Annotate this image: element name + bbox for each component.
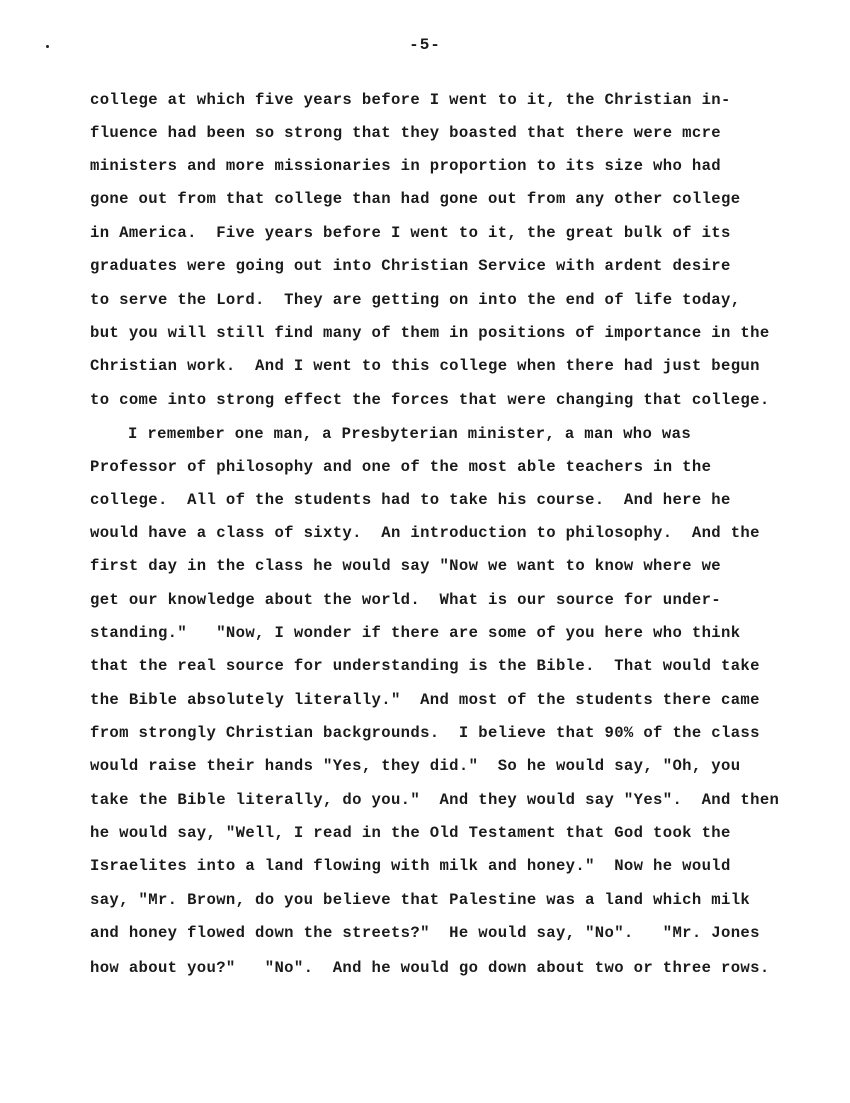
text-line: from strongly Christian backgrounds. I believe that 90% of the class <box>90 724 760 742</box>
text-line: fluence had been so strong that they boasted that there were mcre <box>90 124 722 142</box>
text-line: college. All of the students had to take his course. And here he <box>90 491 731 509</box>
text-line: the Bible absolutely literally." And most of the students there came <box>90 691 760 709</box>
text-line: Christian work. And I went to this college when there had just begun <box>90 357 760 375</box>
text-line: but you will still find many of them in positions of importance in the <box>90 324 770 342</box>
text-line: Israelites into a land flowing with milk and honey." Now he would <box>90 857 731 875</box>
text-line: how about you?" "No". And he would go down about two or three rows. <box>90 959 770 977</box>
text-line: college at which five years before I went to it, the Christian in- <box>90 91 731 109</box>
text-line: to come into strong effect the forces that were changing that college. <box>90 391 770 409</box>
text-line: gone out from that college than had gone out from any other college <box>90 190 741 208</box>
text-line: standing." "Now, I wonder if there are some of you here who think <box>90 624 741 642</box>
text-line: he would say, "Well, I read in the Old Testament that God took the <box>90 824 731 842</box>
text-line: in America. Five years before I went to it, the great bulk of its <box>90 224 731 242</box>
text-line: first day in the class he would say "Now we want to know where we <box>90 557 722 575</box>
text-line: to serve the Lord. They are getting on into the end of life today, <box>90 291 741 309</box>
text-line: I remember one man, a Presbyterian minister, a man who was <box>128 425 692 443</box>
text-line: take the Bible literally, do you." And they would say "Yes". And then <box>90 791 780 809</box>
page-number: -5- <box>409 36 441 54</box>
text-line: get our knowledge about the world. What is our source for under- <box>90 591 722 609</box>
text-line: and honey flowed down the streets?" He would say, "No". "Mr. Jones <box>90 924 760 942</box>
text-line: would raise their hands "Yes, they did." So he would say, "Oh, you <box>90 757 741 775</box>
text-line: ministers and more missionaries in proportion to its size who had <box>90 157 722 175</box>
text-line: say, "Mr. Brown, do you believe that Palestine was a land which milk <box>90 891 751 909</box>
text-line: graduates were going out into Christian Service with ardent desire <box>90 257 731 275</box>
text-line: that the real source for understanding is the Bible. That would take <box>90 657 760 675</box>
text-line: Professor of philosophy and one of the most able teachers in the <box>90 458 712 476</box>
text-line: would have a class of sixty. An introduction to philosophy. And the <box>90 524 760 542</box>
